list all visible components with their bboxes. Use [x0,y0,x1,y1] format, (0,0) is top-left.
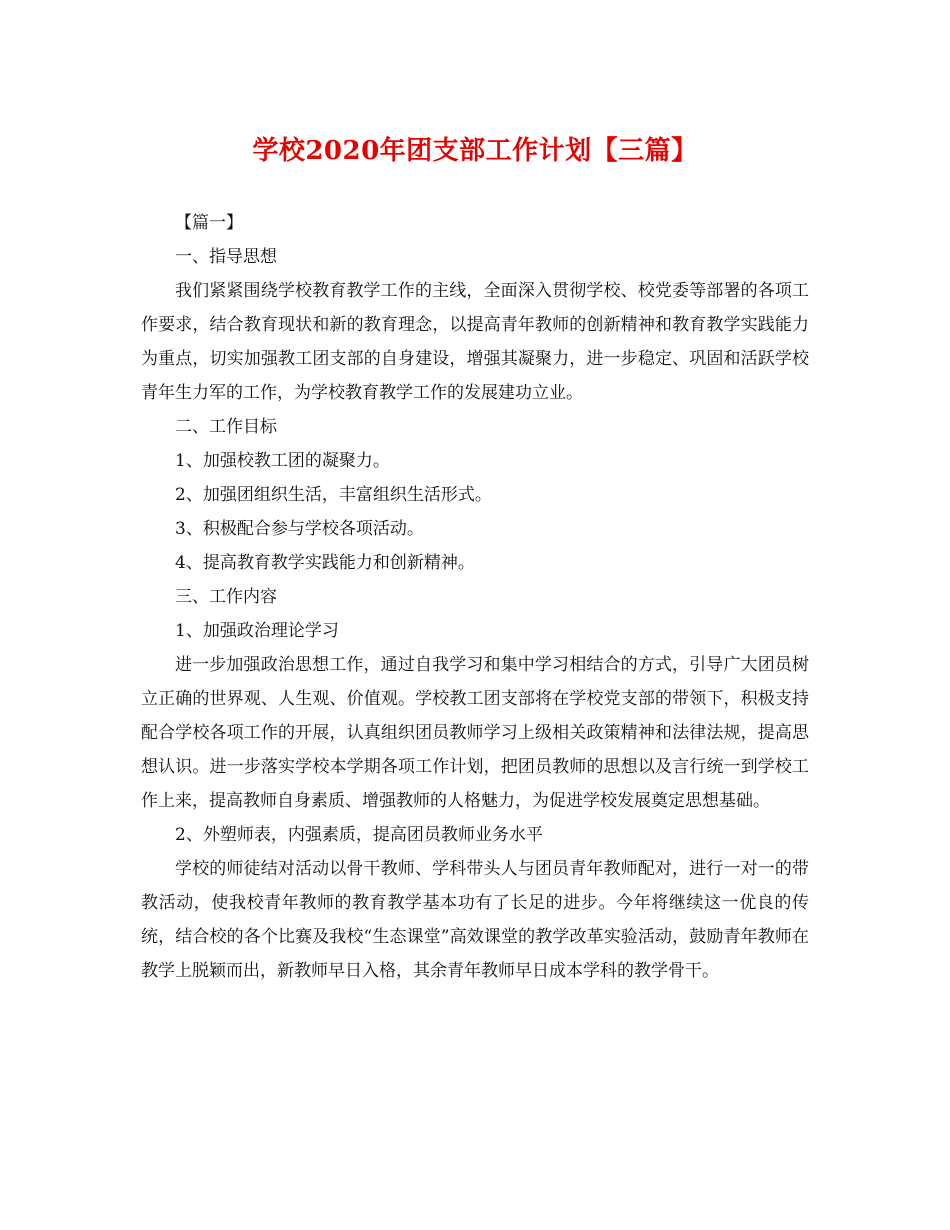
subheading-political-study: 1、加强政治理论学习 [175,621,339,641]
heading-work-goals: 二、工作目标 [175,417,277,437]
paragraph-guiding-ideology: 我们紧紧围绕学校教育教学工作的主线，全面深入贯彻学校、校党委等部署的各项工作要求，结合教育现状和新的教育理念，以提高青年教师的创新精神和教育教学实践能力为重点，切实加强教工团支部的自身建设，增强其凝聚力，进一步稳定、巩固和活跃学校青年生力军的工作，为学校教育教学工作的发展建功立业。 [141,281,809,403]
document-title: 学校2020年团支部工作计划【三篇】 [252,136,698,166]
goal-item: 1、加强校教工团的凝聚力。 [175,451,390,471]
section-marker: 【篇一】 [175,213,243,233]
goal-item: 4、提高教育教学实践能力和创新精神。 [175,553,475,573]
goal-item: 2、加强团组织生活，丰富组织生活形式。 [175,485,492,505]
heading-work-content: 三、工作内容 [175,587,277,607]
goal-item: 3、积极配合参与学校各项活动。 [175,519,424,539]
subheading-teacher-quality: 2、外塑师表，内强素质，提高团员教师业务水平 [175,825,543,845]
paragraph-political-study: 进一步加强政治思想工作，通过自我学习和集中学习相结合的方式，引导广大团员树立正确的世界观、人生观、价值观。学校教工团支部将在学校党支部的带领下，积极支持配合学校各项工作的开展，认真组织团员教师学习上级相关政策精神和法律法规，提高思想认识。进一步落实学校本学期各项工作计划，把团员教师的思想以及言行统一到学校工作上来，提高教师自身素质、增强教师的人格魅力，为促进学校发展奠定思想基础。 [141,655,809,811]
paragraph-mentoring: 学校的师徒结对活动以骨干教师、学科带头人与团员青年教师配对，进行一对一的带教活动，使我校青年教师的教育教学基本功有了长足的进步。今年将继续这一优良的传统，结合校的各个比赛及我校“生态课堂”高效课堂的教学改革实验活动，鼓励青年教师在教学上脱颖而出，新教师早日入格，其余青年教师早日成本学科的教学骨干。 [141,859,809,981]
heading-guiding-ideology: 一、指导思想 [175,247,277,267]
document-body [141,206,809,988]
